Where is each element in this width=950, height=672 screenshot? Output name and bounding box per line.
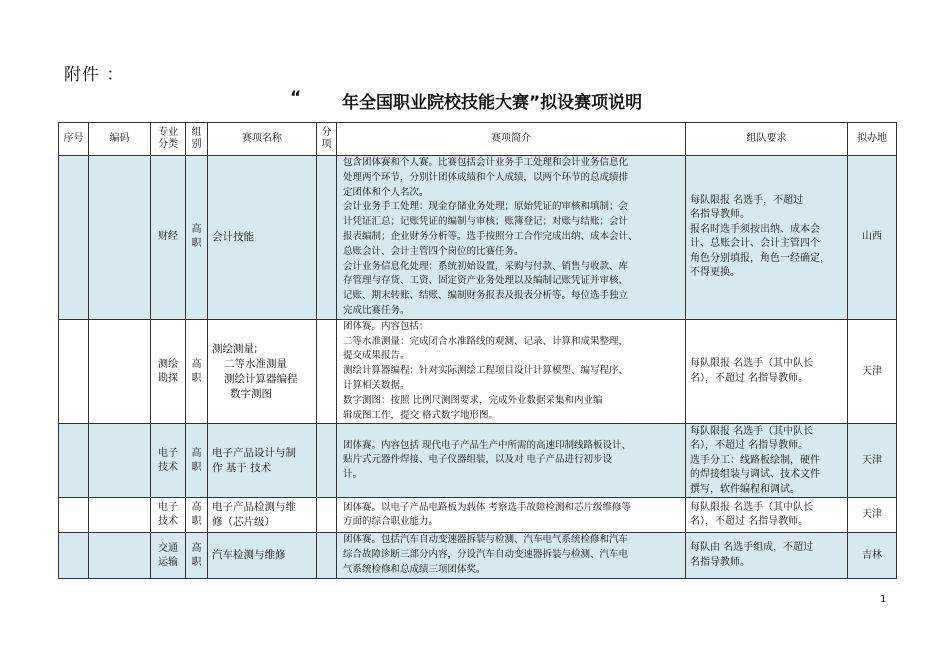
table-row	[59, 424, 897, 498]
cell-category	[151, 424, 186, 498]
header-cell-place: 拟办地	[848, 123, 897, 156]
cell-place: 吉林	[848, 533, 897, 578]
category-line: 运输	[158, 556, 178, 568]
cell-category	[151, 319, 186, 424]
header-cell-desc: 赛项简介	[337, 123, 686, 156]
cell-event-name	[208, 156, 317, 320]
cell-req	[686, 533, 848, 578]
group-line: 职	[191, 372, 202, 384]
cell-index	[59, 533, 89, 578]
cell-sub	[317, 424, 337, 498]
group-line: 高	[191, 542, 202, 554]
cell-place: 山西	[848, 156, 897, 320]
group-line: 职	[191, 461, 202, 473]
event-name-line: 测绘计算器编程	[224, 372, 298, 385]
event-name-line: 作 基于 技术	[212, 461, 272, 474]
event-name-line: 二等水准测量	[224, 357, 287, 370]
events-table	[58, 122, 897, 579]
desc-line: 气系统检修和总成绩三项团体奖。	[343, 563, 486, 575]
desc-line: 会计业务信息化处理：系统初始设置，采购与付款、销售与收款、库	[343, 260, 629, 272]
header-cell-name: 赛项名称	[208, 123, 317, 156]
desc-line: 记账、期末转账、结账、编制财务报表及报表分析等。每位选手独立	[343, 290, 629, 302]
desc-line: 辑成图工作，提交 格式数字地形图。	[343, 409, 499, 421]
header-cell-category: 专业分类	[151, 123, 186, 156]
title-quote: “	[290, 88, 302, 108]
req-line: 每队由 名选手组成，不超过	[690, 542, 814, 554]
desc-line: 包含团体赛和个人赛。比赛包括会计业务手工处理和会计业务信息化	[343, 157, 629, 168]
cell-code	[89, 498, 151, 533]
desc-line: 贴片式元器件焊接、电子仪器组装，以及对 电子产品进行初步设	[343, 454, 613, 466]
req-line: 名），不超过 名指导教师。	[690, 372, 809, 384]
category-line: 财经	[158, 231, 178, 243]
cell-index	[59, 498, 89, 533]
cell-index	[59, 424, 89, 498]
event-name-line: 会计技能	[212, 230, 254, 243]
cell-desc	[337, 156, 686, 320]
header-cell-code: 编码	[89, 123, 151, 156]
req-line: 名指导教师。	[690, 556, 750, 568]
cell-category	[151, 498, 186, 533]
desc-line: 数字测图：按照 比例尺测图要求，完成外业数据采集和内业编	[343, 394, 603, 406]
cell-group	[186, 319, 208, 424]
desc-line: 总账会计、会计主管四个岗位的比赛任务。	[343, 245, 524, 257]
event-name-line: 汽车检测与维修	[212, 549, 286, 562]
desc-line: 完成比赛任务。	[343, 304, 410, 316]
desc-line: 报表编制；企业财务分析等。选手按照分工合作完成出纳、成本会计、	[343, 230, 638, 242]
attachment-label: 附件 ：	[64, 65, 125, 85]
category-line: 电子	[158, 502, 178, 514]
cell-group	[186, 424, 208, 498]
cell-index	[59, 156, 89, 320]
desc-line: 存管理与存货、工资、固定资产业务处理以及编制记账凭证并审核、	[343, 275, 629, 287]
cell-req	[686, 424, 848, 498]
cell-code	[89, 424, 151, 498]
cell-index	[59, 319, 89, 424]
cell-sub	[317, 319, 337, 424]
table-row	[59, 319, 897, 424]
header-cell-index: 序号	[59, 123, 89, 156]
req-line: 计、总账会计、会计主管四个	[690, 238, 820, 250]
cell-group	[186, 156, 208, 320]
event-name-line: 电子产品设计与制	[212, 446, 296, 459]
desc-line: 计凭证汇总；记账凭证的编制与审核；账簿登记；对账与结账；会计	[343, 216, 629, 228]
group-line: 高	[191, 502, 202, 514]
category-line: 技术	[158, 461, 178, 473]
title-text: 年全国职业院校技能大赛”拟设赛项说明	[342, 93, 643, 113]
cell-event-name	[208, 533, 317, 578]
cell-event-name	[208, 319, 317, 424]
cell-code	[89, 319, 151, 424]
req-line: 每队限报 名选手（其中队长	[690, 358, 814, 370]
desc-line: 二等水准测量：完成闭合水准路线的观测、记录、计算和成果整理，	[343, 335, 629, 347]
cell-desc	[337, 424, 686, 498]
desc-line: 定团体和个人名次。	[343, 186, 429, 198]
cell-desc	[337, 533, 686, 578]
cell-place: 天津	[848, 424, 897, 498]
desc-line: 提交成果报告。	[343, 350, 410, 362]
table-row	[59, 156, 897, 320]
table-header-row	[59, 123, 897, 156]
cell-desc	[337, 319, 686, 424]
cell-req	[686, 156, 848, 320]
req-line: 每队限报 名选手（其中队长	[690, 425, 814, 437]
group-line: 高	[191, 447, 202, 459]
cell-category	[151, 156, 186, 320]
cell-sub	[317, 533, 337, 578]
header-cell-req: 组队要求	[686, 123, 848, 156]
desc-line: 团体赛。包括汽车自动变速器拆装与检测、汽车电气系统检修和汽车	[343, 534, 629, 546]
cell-group	[186, 533, 208, 578]
category-line: 勘探	[158, 372, 178, 384]
desc-line: 计算相关数据。	[343, 379, 410, 391]
desc-line: 团体赛。内容包括 现代电子产品生产中所需的高速印制线路板设计、	[343, 439, 632, 451]
req-line: 名），不超过 名指导教师。	[690, 516, 809, 528]
group-line: 职	[191, 516, 202, 528]
cell-desc	[337, 498, 686, 533]
event-name-line: 测绘测量;	[212, 342, 258, 355]
table-row	[59, 498, 897, 533]
desc-line: 计。	[343, 469, 363, 481]
desc-line: 团体赛。内容包括：	[343, 320, 429, 332]
desc-line: 测绘计算器编程：针对实际测绘工程项目设计计算模型、编写程序、	[343, 365, 629, 377]
header-cell-sub: 分项	[317, 123, 337, 156]
desc-line: 方面的综合职业能力。	[343, 516, 439, 528]
req-line: 名），不超过 名指导教师。	[690, 440, 809, 452]
req-line: 的焊接组装与调试、技术文件	[690, 469, 820, 481]
cell-sub	[317, 156, 337, 320]
group-line: 高	[191, 224, 202, 236]
category-line: 测绘	[158, 358, 178, 370]
cell-category	[151, 533, 186, 578]
page-number: 1	[880, 594, 887, 605]
group-line: 高	[191, 358, 202, 370]
req-line: 报名时选手须按出纳、成本会	[690, 223, 820, 235]
desc-line: 会计业务手工处理：现金存储业务处理；原始凭证的审核和填制；会	[343, 201, 629, 213]
desc-line: 综合故障诊断三部分内容，分设汽车自动变速器拆装与检测、汽车电	[343, 549, 629, 561]
req-line: 撰写，软件编程和调试。	[690, 483, 800, 495]
cell-place: 天津	[848, 498, 897, 533]
event-name-line: 电子产品检测与维	[212, 501, 296, 514]
desc-line: 处理两个环节，分别计团体成绩和个人成绩，以两个环节的总成绩排	[343, 171, 629, 183]
cell-sub	[317, 498, 337, 533]
cell-event-name	[208, 424, 317, 498]
cell-code	[89, 156, 151, 320]
category-line: 交通	[158, 542, 178, 554]
req-line: 不得更换。	[690, 267, 740, 279]
table-row	[59, 533, 897, 578]
table-body	[59, 156, 897, 579]
cell-req	[686, 498, 848, 533]
cell-code	[89, 533, 151, 578]
desc-line: 团体赛。以电子产品电路板为载体 考察选手故障检测和芯片级维修等	[343, 501, 632, 513]
cell-group	[186, 498, 208, 533]
req-line: 每队限报 名选手，不超过	[690, 194, 804, 206]
cell-req	[686, 319, 848, 424]
header-cell-group: 组别	[186, 123, 208, 156]
group-line: 职	[191, 238, 202, 250]
req-line: 角色分别填报，角色一经确定，	[690, 252, 830, 264]
group-line: 职	[191, 556, 202, 568]
req-line: 每队限报 名选手（其中队长	[690, 501, 814, 513]
category-line: 技术	[158, 516, 178, 528]
req-line: 名指导教师。	[690, 209, 750, 221]
event-name-line: 修（芯片级）	[212, 516, 275, 529]
event-name-line: 数字测图	[230, 387, 272, 400]
req-line: 选手分工：线路板绘制，硬件	[690, 454, 820, 466]
category-line: 电子	[158, 447, 178, 459]
cell-place: 天津	[848, 319, 897, 424]
cell-event-name	[208, 498, 317, 533]
